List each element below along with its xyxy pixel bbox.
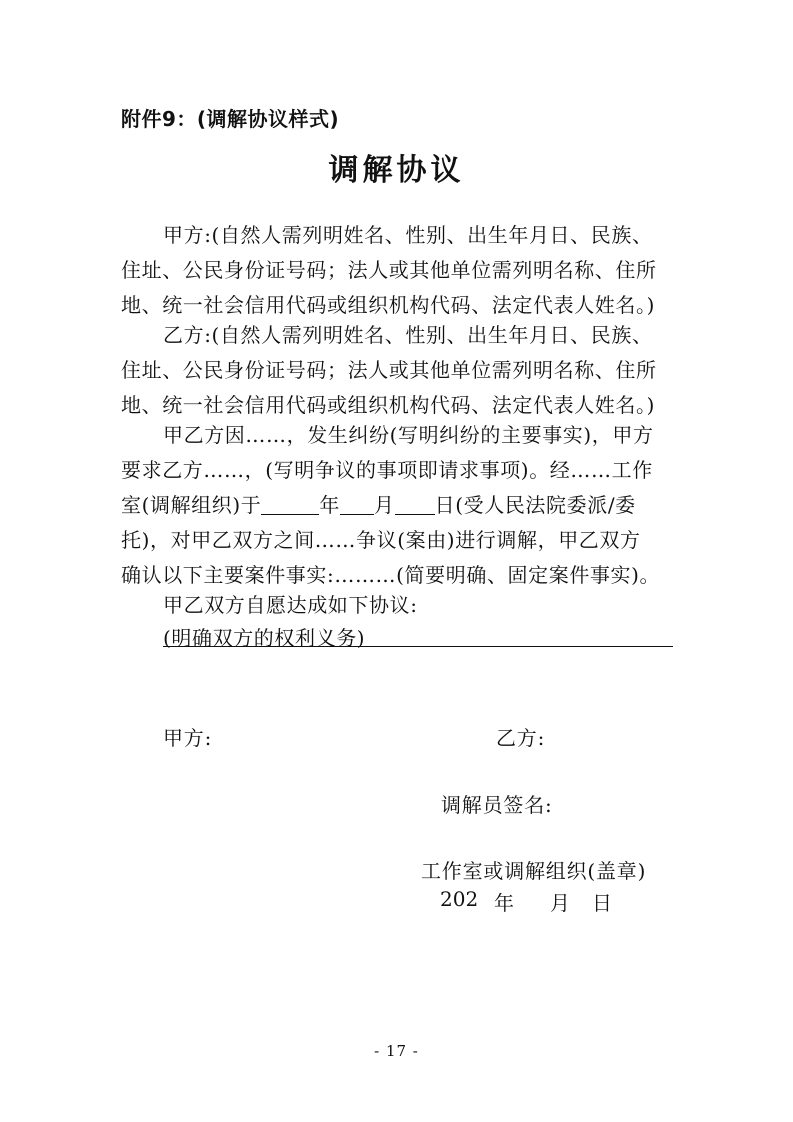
page-number: - 17 - xyxy=(374,1042,419,1060)
facts-date-prefix: 室(调解组织)于 xyxy=(121,493,262,517)
agreement-intro-paragraph xyxy=(121,588,677,623)
party-a-paragraph xyxy=(121,218,677,323)
agreement-content-line: (明确双方的权利义务) xyxy=(163,622,673,647)
facts-line: 甲乙方因……，发生纠纷(写明纠纷的主要事实)，甲方 xyxy=(163,423,654,447)
date-year: 202 xyxy=(440,887,479,911)
party-b-signature-label: 乙方: xyxy=(496,726,546,750)
facts-year-unit: 年 xyxy=(319,493,341,517)
party-a-line: 地、统一社会信用代码或组织机构代码、法定代表人姓名。) xyxy=(121,293,656,317)
facts-line: 确认以下主要案件事实:………(简要明确、固定案件事实)。 xyxy=(121,563,661,587)
document-title: 调解协议 xyxy=(328,153,465,188)
organization-seal-label: 工作室或调解组织(盖章) xyxy=(421,859,647,883)
year-blank xyxy=(261,494,319,515)
facts-day-suffix: 日(受人民法院委派/委 xyxy=(434,493,636,517)
attachment-label: 附件9：(调解协议样式) xyxy=(121,107,340,131)
party-b-line: 住址、公民身份证号码；法人或其他单位需列明名称、住所 xyxy=(121,358,657,382)
party-a-line: 住址、公民身份证号码；法人或其他单位需列明名称、住所 xyxy=(121,258,657,282)
day-blank xyxy=(395,494,435,515)
facts-month-unit: 月 xyxy=(374,493,395,517)
facts-line: 托)，对甲乙双方之间……争议(案由)进行调解，甲乙双方 xyxy=(121,528,641,552)
party-b-paragraph xyxy=(121,318,677,423)
facts-paragraph xyxy=(121,418,677,593)
agreement-intro: 甲乙双方自愿达成如下协议: xyxy=(163,593,418,617)
date-month-unit: 月 xyxy=(550,891,570,915)
mediator-signature-label: 调解员签名: xyxy=(441,793,553,817)
facts-line: 要求乙方……，(写明争议的事项即请求事项)。经……工作 xyxy=(121,458,653,482)
facts-line-date xyxy=(121,488,677,523)
party-a-signature-label: 甲方: xyxy=(163,726,213,750)
party-b-line: 乙方:(自然人需列明姓名、性别、出生年月日、民族、 xyxy=(163,323,653,347)
month-blank xyxy=(340,494,374,515)
party-b-line: 地、统一社会信用代码或组织机构代码、法定代表人姓名。) xyxy=(121,393,656,417)
date-day-unit: 日 xyxy=(592,891,612,915)
date-year-unit: 年 xyxy=(494,891,514,915)
party-a-line: 甲方:(自然人需列明姓名、性别、出生年月日、民族、 xyxy=(163,223,653,247)
